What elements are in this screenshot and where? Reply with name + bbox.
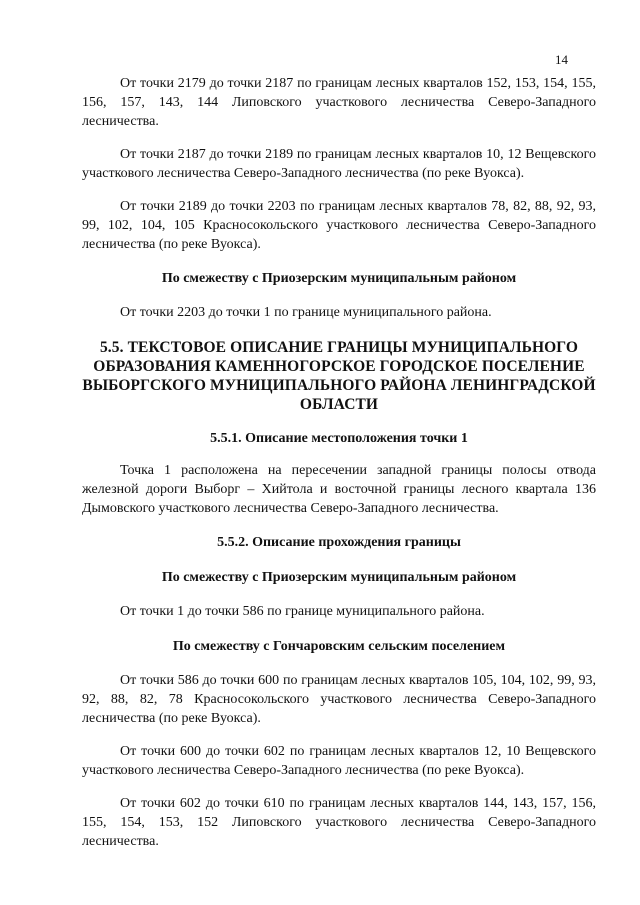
subsection-heading: 5.5.2. Описание прохождения границы <box>217 535 461 550</box>
subheading: По смежеству с Гончаровским сельским поселением <box>172 639 506 654</box>
paragraph: От точки 586 до точки 600 по границам лесных кварталов 105, 104, 102, 99, 93, 92, 88, 82, 78 Красносокольского участкового лесничества Северо-Западного лесничества (по реке Вуокса). <box>82 673 596 726</box>
subsection-heading: 5.5.1. Описание местоположения точки 1 <box>210 431 468 446</box>
paragraph: От точки 2187 до точки 2189 по границам лесных кварталов 10, 12 Вещевского участкового лесничества Северо-Западного лесничества (по реке Вуокса). <box>82 147 596 181</box>
subheading: По смежеству с Приозерским муниципальным районом <box>161 271 517 286</box>
paragraph: Точка 1 расположена на пересечении западной границы полосы отвода железной дороги Выборг – Хийтола и восточной границы лесного квартала 136 Дымовского участкового лесничества Северо-Западного лесничества. <box>82 463 596 516</box>
paragraph: От точки 2179 до точки 2187 по границам лесных кварталов 152, 153, 154, 155, 156, 157, 143, 144 Липовского участкового лесничества Северо-Западного лесничества. <box>82 76 596 129</box>
section-title: 5.5. ТЕКСТОВОЕ ОПИСАНИЕ ГРАНИЦЫ МУНИЦИПАЛЬНОГО ОБРАЗОВАНИЯ КАМЕННОГОРСКОЕ ГОРОДСКОЕ ПОСЕЛЕНИЕ ВЫБОРГСКОГО МУНИЦИПАЛЬНОГО РАЙОНА ЛЕНИНГРАДСКОЙ ОБЛАСТИ <box>82 339 596 413</box>
paragraph: От точки 2189 до точки 2203 по границам лесных кварталов 78, 82, 88, 92, 93, 99, 102, 104, 105 Красносокольского участкового лесничества Северо-Западного лесничества (по реке Вуокса). <box>82 199 596 252</box>
page-number: 14 <box>555 52 568 67</box>
paragraph: От точки 2203 до точки 1 по границе муниципального района. <box>120 305 492 320</box>
paragraph: От точки 602 до точки 610 по границам лесных кварталов 144, 143, 157, 156, 155, 154, 153, 152 Липовского участкового лесничества Северо-Западного лесничества. <box>82 796 596 849</box>
document-body <box>82 74 596 851</box>
subheading: По смежеству с Приозерским муниципальным районом <box>161 570 517 585</box>
paragraph: От точки 600 до точки 602 по границам лесных кварталов 12, 10 Вещевского участкового лесничества Северо-Западного лесничества (по реке Вуокса). <box>82 744 596 778</box>
paragraph: От точки 1 до точки 586 по границе муниципального района. <box>120 604 485 619</box>
